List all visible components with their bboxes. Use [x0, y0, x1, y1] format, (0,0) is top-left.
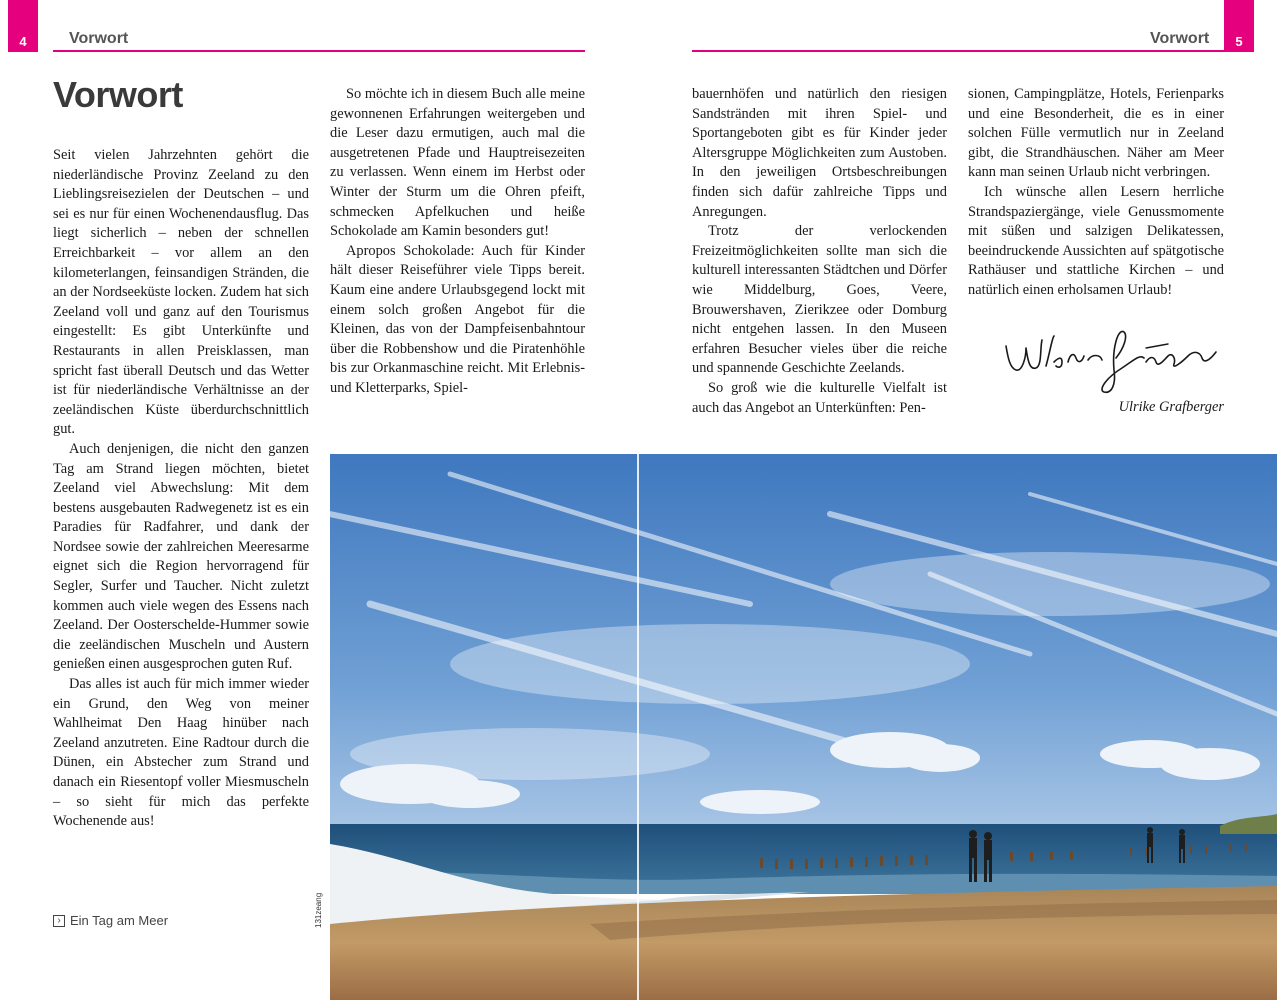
handwritten-signature — [996, 318, 1226, 398]
paragraph: Das alles ist auch für mich immer wieder ein Grund, den Weg von meiner Wahlheimat Den Haag hinüber nach Zeeland anzutreten. Eine Radtour durch die Dünen, ein Abstecher zum Strand und danach ein Riesentopf voller Miesmuscheln – so sieht für mich das perfekte Wochenende aus! — [53, 676, 309, 830]
paragraph: Auch denjenigen, die nicht den ganzen Tag am Strand liegen möchten, bietet Zeeland viel Abwechslung: Mit dem bestens ausgebauten Radwegenetz ist es ein Paradies für Radfahrer, und dank der Nordsee sowie der zahlreichen Meeresarme eignet sich die Region hervorragend für Segler, Surfer und Taucher. Nicht zuletzt kommen auch viele wegen des Essens nach Zeeland. Der Oosterschelde-Hummer sowie die zeeländischen Muscheln und Austern genießen einen ausgesprochen guten Ruf. — [53, 440, 309, 673]
text-column-2 — [330, 85, 585, 399]
paragraph: bauernhöfen und natürlich den riesigen Sandstränden mit ihren Spiel- und Sportangeboten gibt es für Kinder jeder Altersgruppe Möglichkeiten zum Austoben. In den jeweiligen Ortsbeschreibungen finden sich dafür zahlreiche Tipps und Anregungen. — [692, 86, 947, 220]
signer-name: Ulrike Grafberger — [1118, 399, 1224, 415]
page-title: Vorwort — [53, 74, 183, 115]
page-number: 5 — [1235, 34, 1243, 49]
beach-photo — [330, 454, 1277, 1000]
page-gutter — [637, 454, 639, 1000]
running-head: Vorwort — [1150, 30, 1210, 47]
paragraph: Ich wünsche allen Lesern herrliche Strandspaziergänge, viele Genussmomente mit süßen und salzigen Delikatessen, beeindruckende Aussichten auf spätgotische Rathäuser und stattliche Kirchen – und natürlich einen erholsamen Urlaub! — [968, 183, 1224, 298]
running-head: Vorwort — [69, 30, 129, 47]
paragraph: So groß wie die kulturelle Vielfalt ist auch das Angebot an Unterkünften: Pen- — [692, 379, 947, 416]
page-number-tab — [1224, 0, 1254, 52]
header-rule — [53, 50, 585, 52]
cross-reference-label: Ein Tag am Meer — [70, 913, 169, 928]
paragraph: Trotz der verlockenden Freizeitmöglichkeiten sollte man sich die kulturell interessanten Städtchen und Dörfer wie Middelburg, Goes, Veere, Brouwershaven, Zierikzee oder Domburg nicht entgehen lassen. In den Museen erfahren Besucher vieles über die reiche und spannende Geschichte Zeelands. — [692, 223, 947, 377]
page-number: 4 — [19, 34, 27, 49]
paragraph: So möchte ich in diesem Buch alle meine gewonnenen Erfahrungen weitergeben und die Leser dazu ermutigen, auch mal die ausgetretenen Pfade und Hauptreisezeiten zu verlassen. Wenn einem im Herbst oder Winter der Sturm um die Ohren pfeift, schmecken Apfelkuchen und heiße Schokolade am Kamin besonders gut! — [330, 86, 585, 240]
text-column-3 — [692, 85, 947, 418]
paragraph: sionen, Campingplätze, Hotels, Ferienparks und eine Besonderheit, die es in einer solchen Fülle vermutlich nur in Zeeland gibt, die Strandhäuschen. Näher am Meer kann man seinen Urlaub nicht verbringen. — [968, 86, 1224, 181]
photo-credit: 131zeang — [314, 892, 323, 928]
page-number-tab — [8, 0, 38, 52]
header-rule — [692, 50, 1224, 52]
text-column-1 — [53, 146, 309, 832]
paragraph: Seit vielen Jahrzehnten gehört die niederländische Provinz Zeeland zu den Lieblingsreisezielen der Deutschen – und sei es nur für einen Wochenendausflug. Das liegt sicherlich – neben der schnellen Erreichbarkeit – vor allem an den kilometerlangen, feinsandigen Stränden, die an der Nordseeküste locken. Zudem hat sich Zeeland voll und ganz auf den Tourismus eingestellt: Es gibt Unterkünfte und Restaurants in allen Preisklassen, man spricht fast überall Deutsch und das Wetter ist für niederländische Verhältnisse an der zeeländischen Küste überdurchschnittlich gut. — [53, 147, 309, 438]
paragraph: Apropos Schokolade: Auch für Kinder hält dieser Reiseführer viele Tipps bereit. Kaum eine andere Urlaubsgegend lockt mit einem solch großen Angebot für die Kleinen, das von der Dampfeisenbahntour über die Robbenshow und die Piratenhöhle bis zur Orkanmaschine reicht. Mit Erlebnis- und Kletterparks, Spiel- — [330, 242, 585, 396]
arrow-right-icon: › — [53, 915, 65, 927]
cross-reference-link[interactable] — [53, 913, 168, 928]
text-column-4 — [968, 85, 1224, 301]
